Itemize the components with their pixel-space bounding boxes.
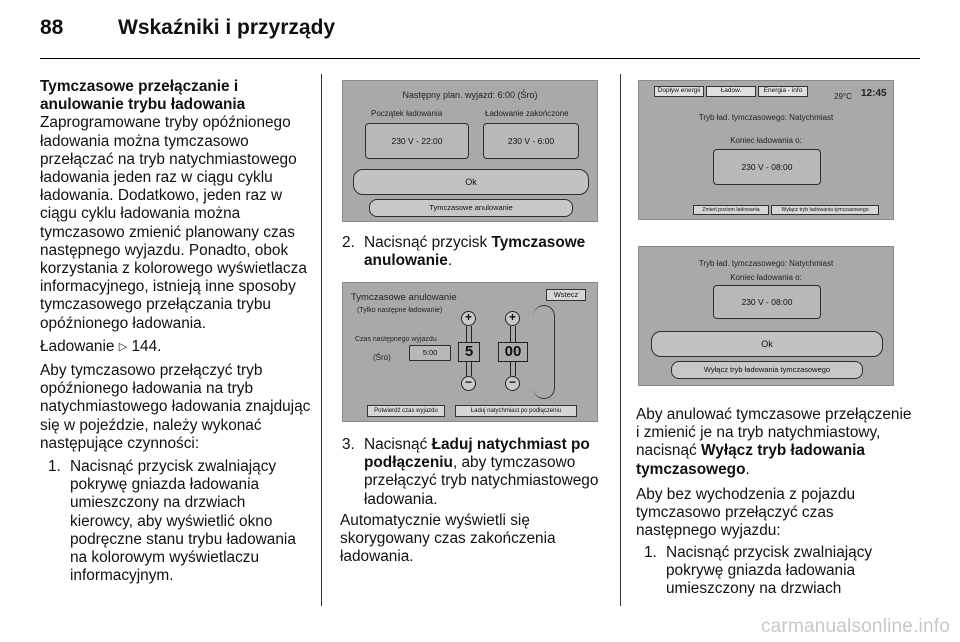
column-divider-1 (321, 74, 322, 606)
list-item: 2. Nacisnąć przycisk Tymczasowe anulowanie. (342, 234, 586, 270)
cancel-paragraph: Aby anulować tymczasowe przełączenie i zmienić je na tryb natychmiastowy, nacisnąć Wyłącz tryb ładowania tymczasowego. (636, 406, 912, 478)
site-watermark: carmanualsonline.info (760, 616, 950, 637)
column-1 (40, 78, 312, 593)
page-title: Wskaźniki i przyrządy (118, 16, 336, 39)
confirm-departure-button[interactable]: Potwierdź czas wyjazdu (367, 405, 445, 417)
charge-end-value[interactable]: 230 V - 6:00 (483, 123, 579, 159)
hour-stepper-rail (466, 362, 472, 376)
column-divider-2 (620, 74, 621, 606)
change-charge-level-button[interactable]: Zmień poziom ładowania (693, 205, 769, 215)
hour-minus-button[interactable]: − (461, 376, 476, 391)
hour-plus-button[interactable]: + (461, 311, 476, 326)
intro-paragraph: Zaprogramowane tryby opóźnionego ładowania można tymczasowo przełączać na tryb natychmiastowego ładowania jeden raz w ciągu cyklu ładowania. Dodatkowo, jeden raz w ciągu cyklu ładowania można tymczasowo zmienić planowany czas następnego wyjazdu. Ponadto, obok korzystania z kolorowego wyświetlacza informacyjnego, istnieją inne sposoby tymczasowego przełączania trybu opóźnionego ładowania. (40, 114, 307, 332)
tab-energy-flow[interactable]: Dopływ energii (654, 86, 704, 97)
decorative-arc (533, 305, 555, 399)
list-item: 1. Nacisnąć przycisk zwalniający pokrywę gniazda ładowania umieszczony na drzwiach (644, 544, 873, 598)
tab-energy-info[interactable]: Energia - info (758, 86, 808, 97)
steps-list (644, 544, 916, 607)
charge-end-label: Koniec ładowania o: (730, 273, 802, 282)
result-paragraph: Automatycznie wyświetli się skorygowany czas zakończenia ładowania. (340, 512, 556, 566)
charging-status-screen (342, 80, 598, 222)
charge-end-label: Koniec ładowania o: (730, 136, 802, 145)
minute-plus-button[interactable]: + (505, 311, 520, 326)
minute-stepper-rail (510, 362, 516, 376)
page-header (40, 16, 920, 56)
ok-button[interactable]: Ok (353, 169, 589, 195)
steps-list (342, 234, 604, 278)
next-departure-text: Następny plan. wyjazd: 6:00 (Śro) (402, 90, 538, 100)
charge-end-value: 230 V - 08:00 (713, 285, 821, 319)
cross-reference: Ładowanie ▷ 144. (40, 337, 162, 355)
list-item: 3. Nacisnąć Ładuj natychmiast po podłączeniu, aby tymczasowo przełączyć tryb natychmiastowego ładowania. (342, 436, 599, 508)
section-heading: Tymczasowe przełączanie i anulowanie trybu ładowania (40, 78, 246, 114)
back-button[interactable]: Wstecz (546, 289, 586, 301)
charge-end-label: Ładowanie zakończone (485, 109, 569, 118)
minute-minus-button[interactable]: − (505, 376, 520, 391)
charge-start-value[interactable]: 230 V - 22:00 (365, 123, 469, 159)
departure-time-label: Czas następnego wyjazdu (355, 336, 437, 343)
departure-time-value: 5:00 (409, 345, 451, 361)
charge-end-value: 230 V - 08:00 (713, 149, 821, 185)
list-item: 1. Nacisnąć przycisk zwalniający pokrywę gniazda ładowania umieszczony na drzwiach kierowcy, aby wyświetlić okno podręczne stanu trybu ładowania na kolorowym wyświetlaczu informacyjnym. (48, 458, 296, 585)
minute-stepper-rail (510, 326, 516, 342)
minute-digits: 00 (498, 342, 528, 362)
disable-temporary-mode-button[interactable]: Wyłącz tryb ładowania tymczasowego (771, 205, 879, 215)
instructions-paragraph: Aby tymczasowo przełączyć tryb opóźnionego ładowania na tryb natychmiastowego ładowania znajdując się w pojeździe, należy wykonać następujące czynności: (40, 362, 311, 452)
charge-now-button[interactable]: Ładuj natychmiast po podłączeniu (455, 405, 577, 417)
temperature-readout: 29°C (834, 92, 852, 101)
steps-list (342, 436, 604, 517)
ok-button[interactable]: Ok (651, 331, 883, 357)
temporary-cancel-button[interactable]: Tymczasowe anulowanie (369, 199, 573, 217)
temporary-mode-popup-screen (638, 246, 894, 386)
clock-readout: 12:45 (861, 88, 887, 99)
departure-paragraph: Aby bez wychodzenia z pojazdu tymczasowo przełączyć czas następnego wyjazdu: (636, 486, 856, 540)
disable-temporary-mode-button[interactable]: Wyłącz tryb ładowania tymczasowego (671, 361, 863, 379)
charge-start-label: Początek ładowania (371, 109, 443, 118)
temporary-mode-text: Tryb ład. tymczasowego: Natychmiast (698, 259, 834, 268)
energy-info-screen (638, 80, 894, 220)
screen-title: Tymczasowe anulowanie (351, 292, 457, 303)
hour-digit: 5 (458, 342, 480, 362)
temporary-cancel-screen (342, 282, 598, 422)
header-divider (40, 58, 920, 59)
tab-charging[interactable]: Ładow. (706, 86, 756, 97)
hour-stepper-rail (466, 326, 472, 342)
departure-day: (Śro) (373, 353, 391, 362)
reference-arrow-icon: ▷ (118, 340, 128, 353)
temporary-mode-text: Tryb ład. tymczasowego: Natychmiast (698, 113, 834, 122)
screen-subtitle: (Tylko następne ładowanie) (357, 307, 443, 314)
page-number: 88 (40, 16, 64, 39)
steps-list (48, 458, 312, 585)
